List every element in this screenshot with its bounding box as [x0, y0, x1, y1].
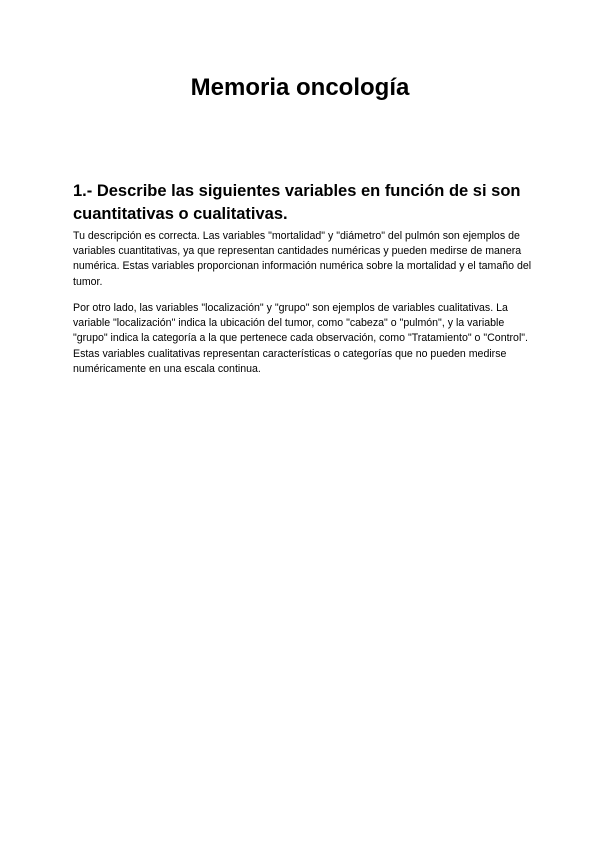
paragraph-quantitative: Tu descripción es correcta. Las variables "mortalidad" y "diámetro" del pulmón son ejemplos de variables cuantitativas, ya que representan cantidades numéricas y pueden medirse de manera numérica. Estas variables proporcionan información numérica sobre la mortalidad y el tamaño del tumor.: [73, 230, 532, 288]
paragraph-qualitative: Por otro lado, las variables "localización" y "grupo" son ejemplos de variables cualitativas. La variable "localización" indica la ubicación del tumor, como "cabeza" o "pulmón", y la variable "grupo" indica la categoría a la que pertenece cada observación, como "Tratamiento" o "Control". Estas variables cualitativas representan características o categorías que no pueden medirse numéricamente en una escala continua.: [73, 302, 529, 375]
document-title: Memoria oncología: [190, 74, 410, 101]
section-heading: 1.- Describe las siguientes variables en función de si son cuantitativas o cualitativas.: [73, 182, 521, 223]
